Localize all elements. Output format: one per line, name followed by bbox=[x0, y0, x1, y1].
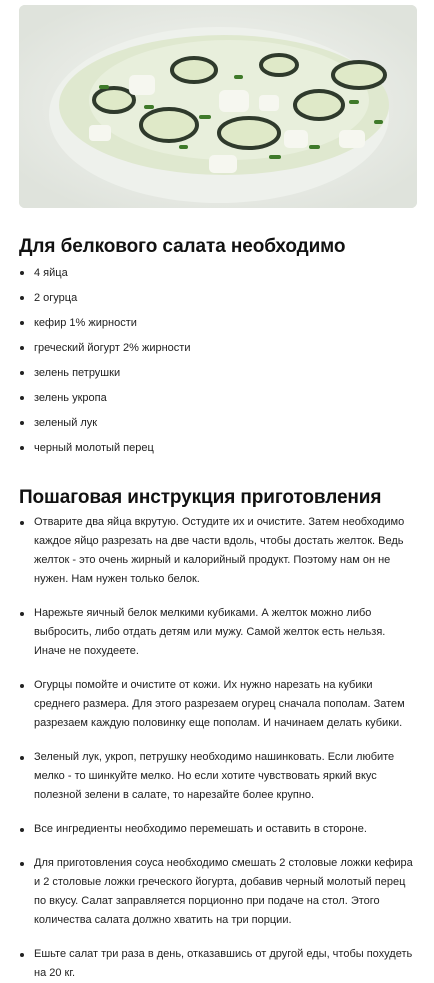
list-item: греческий йогурт 2% жирности bbox=[19, 338, 419, 363]
step-item: Для приготовления соуса необходимо смешать 2 столовые ложки кефира и 2 столовые ложки греческого йогурта, добавив черный молотый перец по вкусу. Салат заправляется порционно при подаче на стол. Этого количества салата должно хватить на три порции. bbox=[19, 854, 419, 930]
list-item: черный молотый перец bbox=[19, 438, 419, 463]
step-item: Отварите два яйца вкрутую. Остудите их и очистите. Затем необходимо каждое яйцо разрезать на две части вдоль, чтобы достать желток. Ведь желток - это очень жирный и калорийный продукт. Поэтому нам он не нужен. Нам нужен только белок. bbox=[19, 513, 419, 589]
step-item: Все ингредиенты необходимо перемешать и оставить в стороне. bbox=[19, 820, 419, 839]
ingredients-heading: Для белкового салата необходимо bbox=[19, 236, 346, 257]
list-item: 2 огурца bbox=[19, 288, 419, 313]
salad-illustration bbox=[19, 5, 417, 208]
steps-heading: Пошаговая инструкция приготовления bbox=[19, 487, 382, 508]
ingredients-list bbox=[19, 263, 419, 463]
list-item: зелень укропа bbox=[19, 388, 419, 413]
list-item: 4 яйца bbox=[19, 263, 419, 288]
salad-photo bbox=[19, 5, 417, 208]
step-item: Ешьте салат три раза в день, отказавшись от другой еды, чтобы похудеть на 20 кг. bbox=[19, 945, 419, 983]
steps-list bbox=[19, 513, 419, 983]
step-item: Огурцы помойте и очистите от кожи. Их нужно нарезать на кубики среднего размера. Для этого разрезаем огурец сначала пополам. Затем разрезаем каждую половинку еще пополам. И начинаем делать кубики. bbox=[19, 676, 419, 733]
step-item: Нарежьте яичный белок мелкими кубиками. А желток можно либо выбросить, либо отдать детям или мужу. Самой желток есть нельзя. Иначе не похудеете. bbox=[19, 604, 419, 661]
list-item: зелень петрушки bbox=[19, 363, 419, 388]
step-item: Зеленый лук, укроп, петрушку необходимо нашинковать. Если любите мелко - то шинкуйте мелко. Но если хотите чувствовать яркий вкус полезной зелени в салате, то нарезайте более крупно. bbox=[19, 748, 419, 805]
list-item: кефир 1% жирности bbox=[19, 313, 419, 338]
list-item: зеленый лук bbox=[19, 413, 419, 438]
